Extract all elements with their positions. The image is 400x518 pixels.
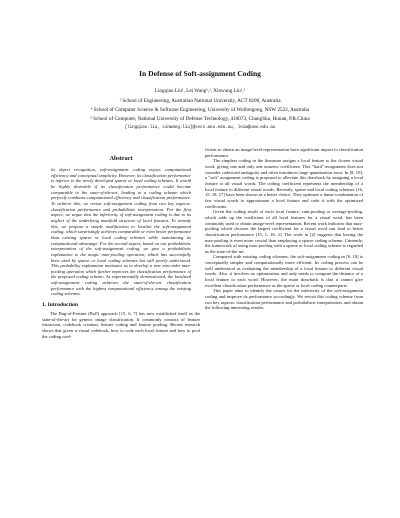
- affiliation-3: ³ School of Computer, National University of Defense Technology, 410073, ChangSha, Hunan, P.R.China: [90, 116, 310, 122]
- body-paragraph: Compared with existing coding schemes, the soft-assignment coding in [8, 10] is conceptually simpler and computationally more efficient. Its coding process can be well understood as evaluating the membership of a local feature to different visual words. Also, it involves no optimization and only needs to compute the distance of a local feature to each word. However, the main drawback is that it cannot give excellent classification performance as the sparse or local coding counterparts.: [205, 254, 363, 288]
- author-list: Lingqiao Liu¹, Lei Wang¹,², Xinwang Liu¹,³: [154, 88, 246, 94]
- body-paragraph: The simplest coding in the literature assigns a local feature to the closest visual word, giving one and only one nonzero coefficient. This "hard"-assignment does not consider codeword ambiguity and often introduces large quantization error. In [8, 10], a "soft" assignment coding is proposed to alleviate this drawback by assigning a local feature to all visual words. The coding coefficient represents the membership of a local feature to different visual words. Recently, sparse and local coding schemes [16, 15, 18, 17] have been shown as a better choice. They optimize a linear-combination of few visual words to approximate a local feature and code it with the optimized coefficients.: [205, 158, 363, 209]
- left-column: [42, 147, 200, 339]
- abstract-text: In object recognition, soft-assignment coding enjoys computational efficiency and conceptual simplicity. However, its classification performance is inferior to the newly developed sparse or local coding schemes. It would be highly desirable if its classification performance could become comparable to the state-of-the-art, leading to a coding scheme which perfectly combines computational efficiency and classification performance. To achieve this, we revisit soft-assignment coding from two key aspects: classification performance and probabilistic interpretation. For the first aspect, we argue that the inferiority of soft-assignment coding is due to its neglect of the underlying manifold structure of local features. To remedy this, we propose a simple modification to localize the soft-assignment coding, which surprisingly achieves comparable or even better performance than existing sparse or local coding schemes while maintaining its computational advantage. For the second aspect, based on our probabilistic interpretation of the soft-assignment coding, we give a probabilistic explanation to the magic max-pooling operation, which has successfully been used by sparse or local coding schemes but still poorly understood. This probability explanation motivates us to develop a new mix-order max-pooling operation which further improves the classification performance of the proposed coding scheme. As experimentally demonstrated, the localized soft-assignment coding achieves the state-of-the-art classification performance with the highest computational efficiency among the existing coding schemes.: [51, 167, 191, 297]
- body-paragraph: This paper aims to identify the causes for the inferiority of the soft-assignment coding and improve its performance accordingly. We revisit this coding scheme from two key aspects: classification performance and probabilistic interpretation, and obtain the following interesting results:: [205, 288, 363, 311]
- affiliation-2: ² School of Computer Science & Software Engineering, University of Wollongong, NSW 2522, Australia: [90, 107, 310, 113]
- body-paragraph: Given the coding result of each local feature, sum-pooling or average-pooling, which adds up the coefficient of all local features for a visual word, has been commonly used to obtain image-level representation. Recent work indicates that max-pooling which chooses the largest coefficient for a visual word can lead to better classification performance [15, 1, 16, 2]. The work in [2] suggests that having the max-pooling is even more crucial than employing a sparse coding scheme. Currently, the framework of using max-pooling with a sparse or local coding scheme is regarded as the state-of-the-art.: [205, 209, 363, 254]
- intro-paragraph: The Bag-of-Feature (BoF) approach [15, 6, 7] has now established itself as the state-of-the-art for generic image classification. It commonly consists of feature extraction, codebook creation, feature coding and feature pooling. Recent research shows that given a visual codebook, how to code each local feature and how to pool the coding coef-: [42, 311, 200, 339]
- author-emails: {lingqiao.liu, xinwang.liu}@cecs.anu.edu.au, leiw@uow.edu.au: [124, 126, 276, 130]
- section-heading-introduction: 1. Introduction: [42, 302, 78, 309]
- paper-title: In Defense of Soft-assignment Coding: [139, 69, 261, 78]
- abstract-heading: Abstract: [109, 155, 133, 162]
- affiliation-1: ¹ School of Engineering, Australian National University, ACT 0200, Australia: [119, 98, 281, 104]
- right-column: [205, 147, 363, 311]
- body-paragraph: ficient to obtain an image-level representation have significant impact to classification performance.: [205, 147, 363, 158]
